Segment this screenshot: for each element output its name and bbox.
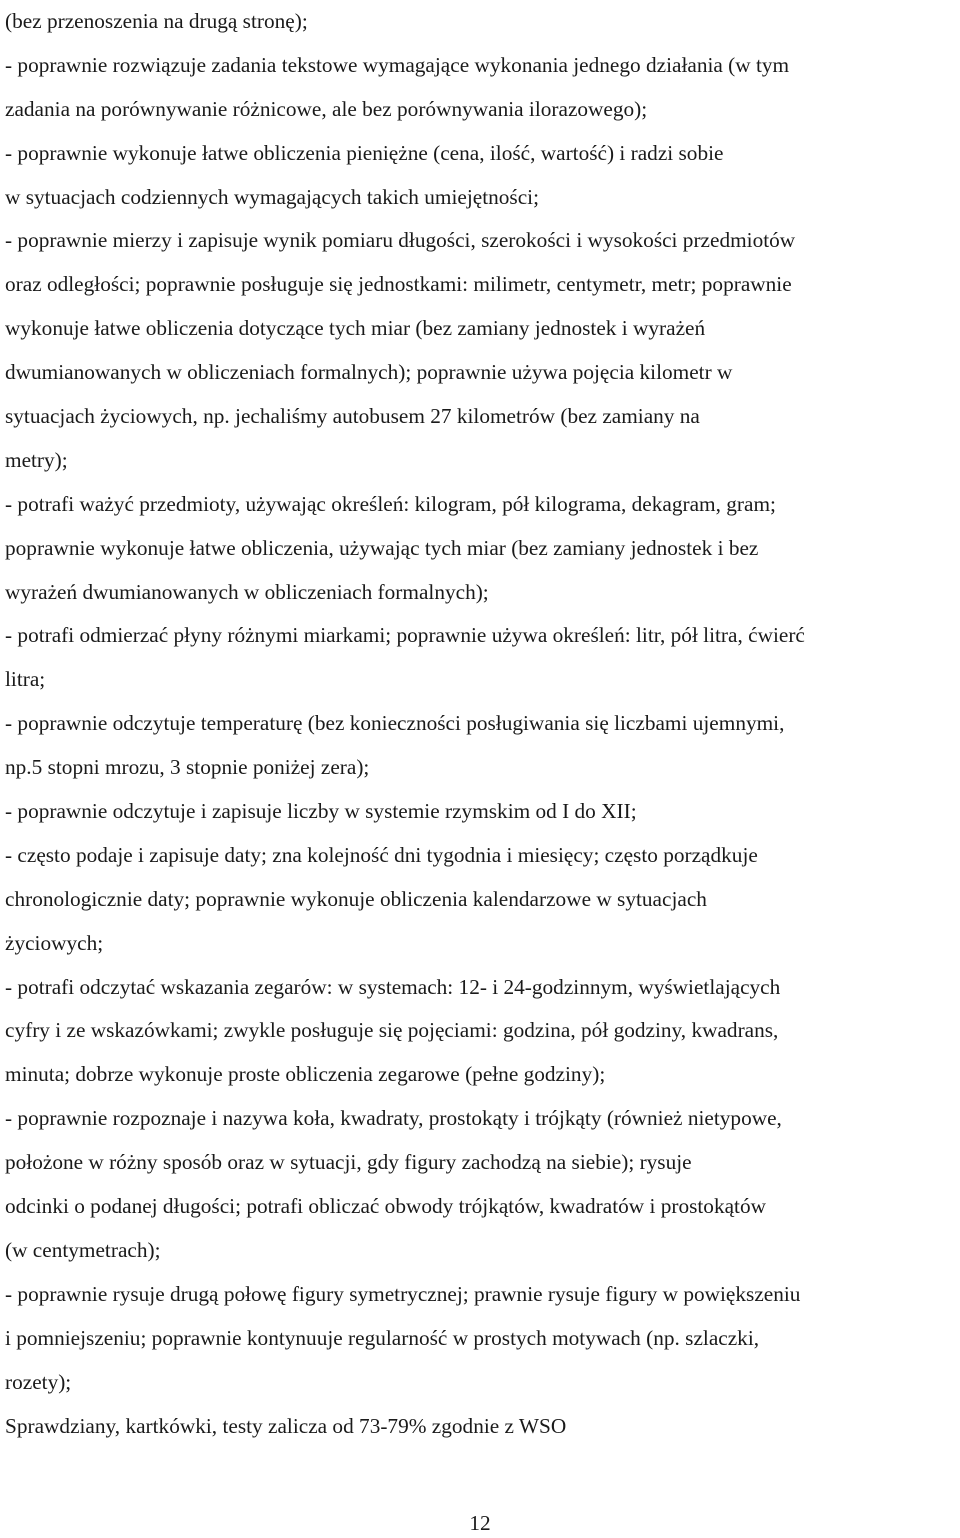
text-line: i pomniejszeniu; poprawnie kontynuuje regularność w prostych motywach (np. szlaczki, <box>5 1325 760 1350</box>
text-line: sytuacjach życiowych, np. jechaliśmy autobusem 27 kilometrów (bez zamiany na <box>5 404 700 429</box>
text-line: poprawnie wykonuje łatwe obliczenia, używając tych miar (bez zamiany jednostek i bez <box>5 535 759 560</box>
body-text <box>5 0 957 1448</box>
text-line: - potrafi ważyć przedmioty, używając określeń: kilogram, pół kilograma, dekagram, gram; <box>5 491 776 516</box>
text-line: - poprawnie odczytuje i zapisuje liczby w systemie rzymskim od I do XII; <box>5 799 637 824</box>
text-line: - potrafi odczytać wskazania zegarów: w systemach: 12- i 24-godzinnym, wyświetlających <box>5 974 781 999</box>
text-line: rozety); <box>5 1369 72 1394</box>
text-line: oraz odległości; poprawnie posługuje się jednostkami: milimetr, centymetr, metr; poprawnie <box>5 272 792 297</box>
text-line: minuta; dobrze wykonuje proste obliczenia zegarowe (pełne godziny); <box>5 1062 606 1087</box>
text-line: - poprawnie odczytuje temperaturę (bez konieczności posługiwania się liczbami ujemnymi, <box>5 711 785 736</box>
text-line: w sytuacjach codziennych wymagających takich umiejętności; <box>5 184 539 209</box>
text-line: dwumianowanych w obliczeniach formalnych); poprawnie używa pojęcia kilometr w <box>5 360 733 385</box>
text-line: odcinki o podanej długości; potrafi obliczać obwody trójkątów, kwadratów i prostokątów <box>5 1194 766 1219</box>
text-line: - poprawnie rozpoznaje i nazywa koła, kwadraty, prostokąty i trójkąty (również nietypowe, <box>5 1106 782 1131</box>
text-line: wykonuje łatwe obliczenia dotyczące tych miar (bez zamiany jednostek i wyrażeń <box>5 316 706 341</box>
text-line: Sprawdziany, kartkówki, testy zalicza od 73-79% zgodnie z WSO <box>5 1413 567 1438</box>
text-line: położone w różny sposób oraz w sytuacji, gdy figury zachodzą na siebie); rysuje <box>5 1150 692 1175</box>
text-line: wyrażeń dwumianowanych w obliczeniach formalnych); <box>5 579 489 604</box>
text-line: cyfry i ze wskazówkami; zwykle posługuje się pojęciami: godzina, pół godziny, kwadrans, <box>5 1018 779 1043</box>
text-line: (w centymetrach); <box>5 1237 161 1262</box>
text-line: (bez przenoszenia na drugą stronę); <box>5 9 308 33</box>
text-line: - często podaje i zapisuje daty; zna kolejność dni tygodnia i miesięcy; często porządkuje <box>5 842 758 867</box>
text-line: - poprawnie rysuje drugą połowę figury symetrycznej; prawnie rysuje figury w powiększeniu <box>5 1281 801 1306</box>
text-line: zadania na porównywanie różnicowe, ale bez porównywania ilorazowego); <box>5 96 648 121</box>
text-line: - poprawnie wykonuje łatwe obliczenia pieniężne (cena, ilość, wartość) i radzi sobie <box>5 140 724 165</box>
text-line: chronologicznie daty; poprawnie wykonuje obliczenia kalendarzowe w sytuacjach <box>5 886 707 911</box>
text-line: litra; <box>5 667 46 692</box>
text-line: metry); <box>5 447 68 472</box>
text-line: - poprawnie mierzy i zapisuje wynik pomiaru długości, szerokości i wysokości przedmiotów <box>5 228 796 253</box>
text-line: np.5 stopni mrozu, 3 stopnie poniżej zera); <box>5 755 370 780</box>
text-line: - potrafi odmierzać płyny różnymi miarkami; poprawnie używa określeń: litr, pół litra, ćwierć <box>5 623 805 648</box>
text-line: życiowych; <box>5 930 104 955</box>
text-line: - poprawnie rozwiązuje zadania tekstowe wymagające wykonania jednego działania (w tym <box>5 52 790 77</box>
page-number: 12 <box>469 1511 491 1535</box>
